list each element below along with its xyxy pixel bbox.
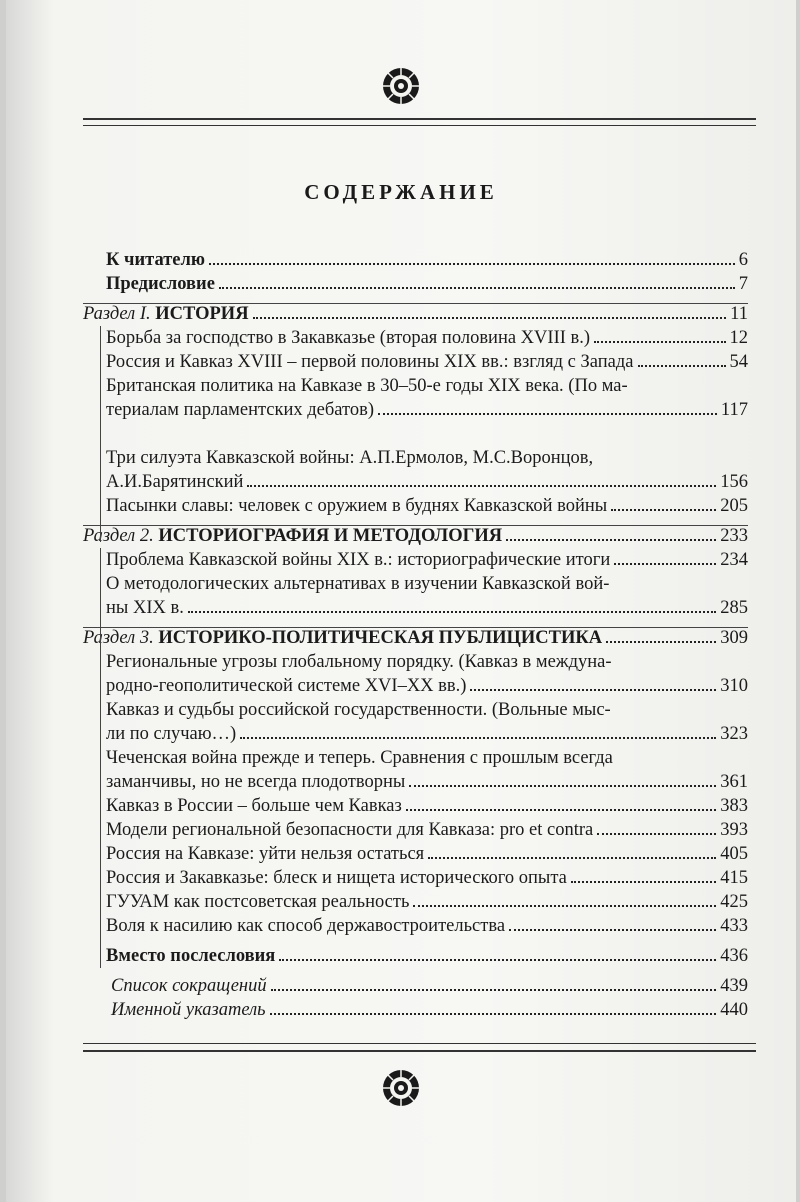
toc-entry-title: А.И.Барятинский xyxy=(106,472,244,492)
page-number: 6 xyxy=(738,250,748,270)
section-prefix: Раздел 3. xyxy=(83,628,154,648)
page-number: 12 xyxy=(729,328,748,348)
toc-entry-title: Вместо послесловия xyxy=(106,946,276,966)
toc-entry-title: Проблема Кавказской войны XIX в.: историографические итоги xyxy=(106,550,611,570)
toc-entry-title: Предисловие xyxy=(106,274,215,294)
dot-leader xyxy=(253,303,727,319)
page-number: 205 xyxy=(720,496,748,516)
toc-entry-title: заманчивы, но не всегда плодотворны xyxy=(106,772,406,792)
section-rule xyxy=(83,303,748,304)
toc-entry-title: Россия и Закавказье: блеск и нищета исторического опыта xyxy=(106,868,567,888)
toc-entry-title: Модели региональной безопасности для Кавказа: pro et contra xyxy=(106,820,594,840)
table-of-contents xyxy=(6,0,796,1202)
page-number: 440 xyxy=(720,1000,748,1020)
toc-entry-index xyxy=(111,998,748,1022)
toc-entry-title: К читателю xyxy=(106,250,206,270)
toc-entry-title: Три силуэта Кавказской войны: А.П.Ермолов, М.С.Воронцов, xyxy=(106,448,594,468)
page-number: 285 xyxy=(720,598,748,618)
section-rule xyxy=(83,525,748,526)
page-number: 405 xyxy=(720,844,748,864)
section-bracket xyxy=(100,326,749,542)
toc-entry-title: ИСТОРИЯ xyxy=(155,304,249,324)
toc-entry-title: Список сокращений xyxy=(111,976,267,996)
page-title: СОДЕРЖАНИЕ xyxy=(304,180,498,204)
toc-entry-title: Россия и Кавказ XVIII – первой половины XIX вв.: взгляд с Запада xyxy=(106,352,634,372)
toc-entry-title: Борьба за господство в Закавказье (вторая половина XVIII в.) xyxy=(106,328,591,348)
page-number: 309 xyxy=(720,628,748,648)
toc-entry-title: Кавказ в России – больше чем Кавказ xyxy=(106,796,402,816)
section-bracket xyxy=(100,548,749,650)
toc-entry-title: Именной указатель xyxy=(111,1000,266,1020)
toc-entry-title: Чеченская война прежде и теперь. Сравнения с прошлым всегда xyxy=(106,748,613,768)
section-rule xyxy=(83,627,748,628)
section-prefix: Раздел 2. xyxy=(83,526,154,546)
page-number: 7 xyxy=(738,274,748,294)
bottom-rule xyxy=(83,1050,756,1052)
toc-entry-title: родно-геополитической системе XVI–XX вв.) xyxy=(106,676,467,696)
dot-leader xyxy=(219,273,735,289)
toc-entry-title: ли по случаю…) xyxy=(106,724,237,744)
page-number: 415 xyxy=(720,868,748,888)
page-number: 117 xyxy=(720,400,748,420)
toc-entry-title: Пасынки славы: человек с оружием в буднях Кавказской войны xyxy=(106,496,608,516)
page-number: 323 xyxy=(720,724,748,744)
book-page xyxy=(6,0,796,1202)
section-prefix: Раздел I. xyxy=(83,304,151,324)
section-bracket xyxy=(100,650,749,968)
toc-entry-title: ны XIX в. xyxy=(106,598,184,618)
page-number: 439 xyxy=(720,976,748,996)
toc-entry-title: Региональные угрозы глобальному порядку. (Кавказ в междуна- xyxy=(106,652,612,672)
page-number: 393 xyxy=(720,820,748,840)
toc-entry-title: Кавказ и судьбы российской государственности. (Вольные мыс- xyxy=(106,700,611,720)
page-number: 361 xyxy=(720,772,748,792)
dot-leader xyxy=(271,975,717,991)
bottom-rule-thin xyxy=(83,1043,756,1044)
page-number: 383 xyxy=(720,796,748,816)
page-number: 11 xyxy=(730,304,748,324)
page-number: 156 xyxy=(720,472,748,492)
page-number: 425 xyxy=(720,892,748,912)
toc-entry-abbr xyxy=(111,974,748,998)
toc-entry-sec1 xyxy=(83,302,748,326)
page-number: 54 xyxy=(729,352,748,372)
page-number: 233 xyxy=(720,526,748,546)
page-number: 433 xyxy=(720,916,748,936)
toc-entry-preface xyxy=(106,272,748,296)
toc-entry-title: Воля к насилию как способ державостроительства xyxy=(106,916,506,936)
toc-entry-to-reader xyxy=(106,248,748,272)
toc-entry-title: териалам парламентских дебатов) xyxy=(106,400,375,420)
toc-entry-title: ГУУАМ как постсоветская реальность xyxy=(106,892,410,912)
page-number: 436 xyxy=(720,946,748,966)
toc-entry-title: ИСТОРИОГРАФИЯ И МЕТОДОЛОГИЯ xyxy=(158,526,503,546)
dot-leader xyxy=(270,999,717,1015)
toc-entry-title: ИСТОРИКО-ПОЛИТИЧЕСКАЯ ПУБЛИЦИСТИКА xyxy=(158,628,603,648)
dot-leader xyxy=(209,249,735,265)
toc-entry-title: О методологических альтернативах в изучении Кавказской вой- xyxy=(106,574,610,594)
page-number: 234 xyxy=(720,550,748,570)
toc-entry-title: Россия на Кавказе: уйти нельзя остаться xyxy=(106,844,425,864)
toc-entry-title: Британская политика на Кавказе в 30–50-е годы XIX века. (По ма- xyxy=(106,376,628,396)
page-number: 310 xyxy=(720,676,748,696)
rosette-ornament-icon xyxy=(381,1068,421,1108)
